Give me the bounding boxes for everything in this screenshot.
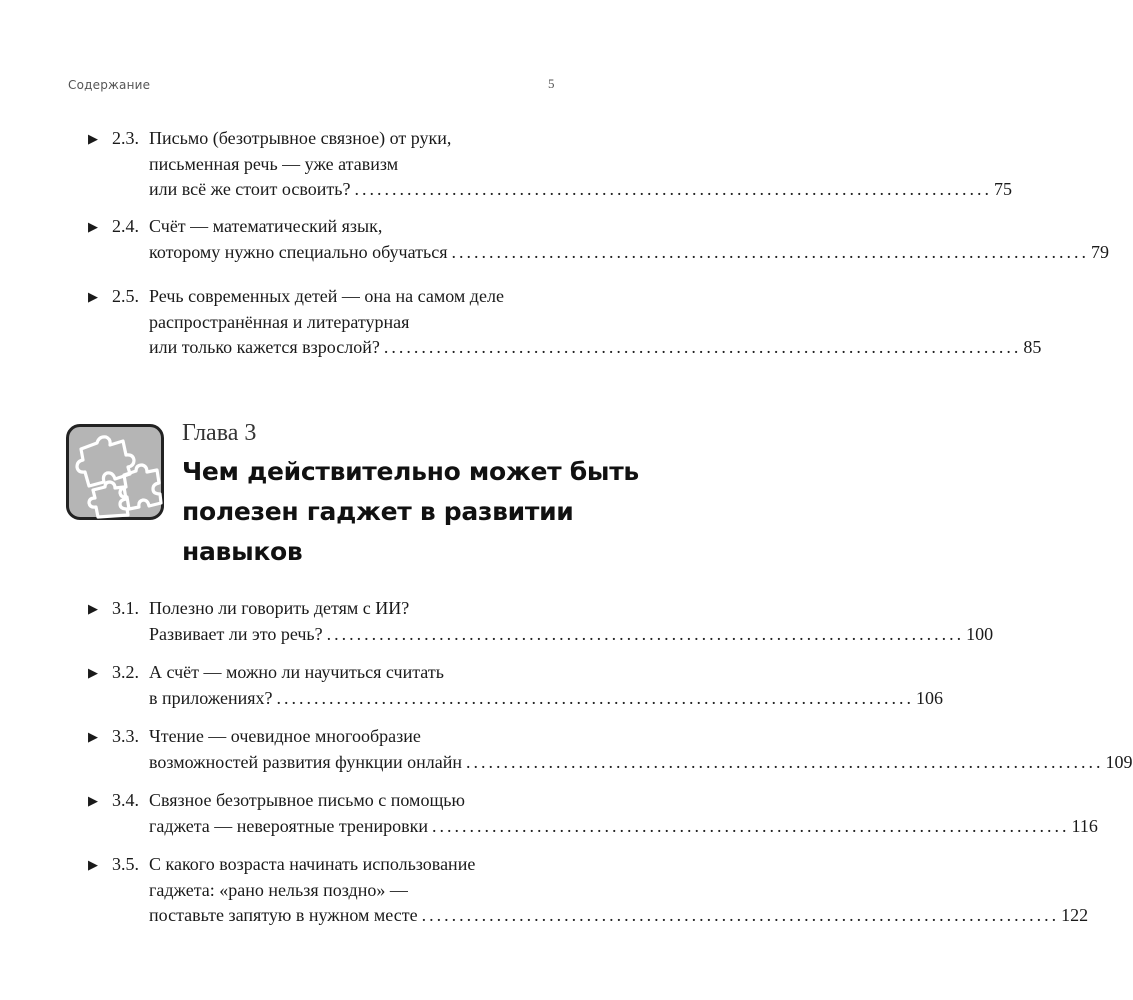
puzzle-pieces-icon [66, 424, 164, 520]
dot-leader: ..................................................................................... [354, 179, 992, 199]
dot-leader: ..................................................................................... [383, 337, 1022, 357]
chapter-title-line: Чем действительно может быть [182, 457, 639, 486]
entry-page: 100 [966, 623, 994, 644]
entry-page: 79 [1090, 241, 1109, 262]
chapter-title [182, 452, 639, 572]
entry-page: 85 [1023, 337, 1042, 357]
entry-title-line: возможностей развития функции онлайн [149, 751, 463, 772]
dot-leader: ..................................................................................... [326, 623, 965, 644]
entry-title-line: гаджета: «рано нельзя поздно» — [149, 879, 408, 900]
entry-number: 3.5. [112, 854, 139, 874]
dot-leader: ..................................................................................... [421, 905, 1060, 925]
entry-title-line: Связное безотрывное письмо с помощью [149, 790, 465, 810]
running-head: Содержание [68, 78, 151, 92]
toc-entry-2-3[interactable] [88, 126, 1012, 203]
chapter-title-line: навыков [182, 537, 303, 566]
dot-leader: ..................................................................................... [276, 687, 915, 708]
entry-page: 109 [1105, 751, 1133, 772]
arrow-icon: ▶ [88, 601, 98, 616]
arrow-icon: ▶ [88, 793, 98, 808]
entry-number: 2.3. [112, 128, 139, 148]
entry-number: 2.4. [112, 216, 139, 236]
entry-number: 3.4. [112, 790, 139, 810]
arrow-icon: ▶ [88, 219, 98, 234]
entry-number: 3.2. [112, 662, 139, 682]
toc-entry-3-3[interactable] [88, 724, 1133, 775]
dot-leader: ..................................................................................... [451, 241, 1089, 262]
entry-title-line: Счёт — математический язык, [149, 216, 383, 236]
entry-title-line: поставьте запятую в нужном месте [149, 905, 418, 925]
entry-page: 106 [916, 687, 944, 708]
toc-entry-3-2[interactable] [88, 660, 944, 711]
entry-title-line: Развивает ли это речь? [149, 623, 323, 644]
dot-leader: ..................................................................................... [432, 815, 1070, 836]
toc-entry-2-4[interactable] [88, 214, 1109, 265]
entry-page: 122 [1061, 905, 1089, 925]
toc-entry-3-1[interactable] [88, 596, 994, 647]
entry-number: 2.5. [112, 286, 139, 306]
entry-number: 3.3. [112, 726, 139, 746]
entry-page: 75 [993, 179, 1012, 199]
entry-number: 3.1. [112, 598, 139, 618]
dot-leader: ..................................................................................... [466, 751, 1104, 772]
arrow-icon: ▶ [88, 131, 98, 146]
entry-title-line: или только кажется взрослой? [149, 337, 380, 357]
arrow-icon: ▶ [88, 857, 98, 872]
chapter-title-line: полезен гаджет в развитии [182, 497, 574, 526]
entry-title-line: С какого возраста начинать использование [149, 854, 476, 874]
entry-title-line: Полезно ли говорить детям с ИИ? [149, 598, 410, 618]
entry-page: 116 [1071, 815, 1098, 836]
entry-title-line: или всё же стоит освоить? [149, 179, 351, 199]
entry-title-line: Письмо (безотрывное связное) от руки, [149, 128, 452, 148]
arrow-icon: ▶ [88, 729, 98, 744]
toc-entry-3-4[interactable] [88, 788, 1098, 839]
entry-title-line: А счёт — можно ли научиться считать [149, 662, 444, 682]
entry-title-line: в приложениях? [149, 687, 273, 708]
entry-title-line: Речь современных детей — она на самом деле [149, 286, 504, 306]
entry-title-line: которому нужно специально обучаться [149, 241, 448, 262]
entry-title-line: Чтение — очевидное многообразие [149, 726, 421, 746]
arrow-icon: ▶ [88, 289, 98, 304]
entry-title-line: письменная речь — уже атавизм [149, 153, 399, 174]
page-number: 5 [548, 76, 555, 91]
entry-title-line: гаджета — невероятные тренировки [149, 815, 429, 836]
toc-entry-3-5[interactable] [88, 852, 1089, 929]
chapter-label: Глава 3 [182, 420, 257, 446]
toc-entry-2-5[interactable] [88, 284, 1042, 361]
puzzle-pieces-icon-graphic [69, 427, 161, 517]
arrow-icon: ▶ [88, 665, 98, 680]
entry-title-line: распространённая и литературная [149, 311, 410, 332]
